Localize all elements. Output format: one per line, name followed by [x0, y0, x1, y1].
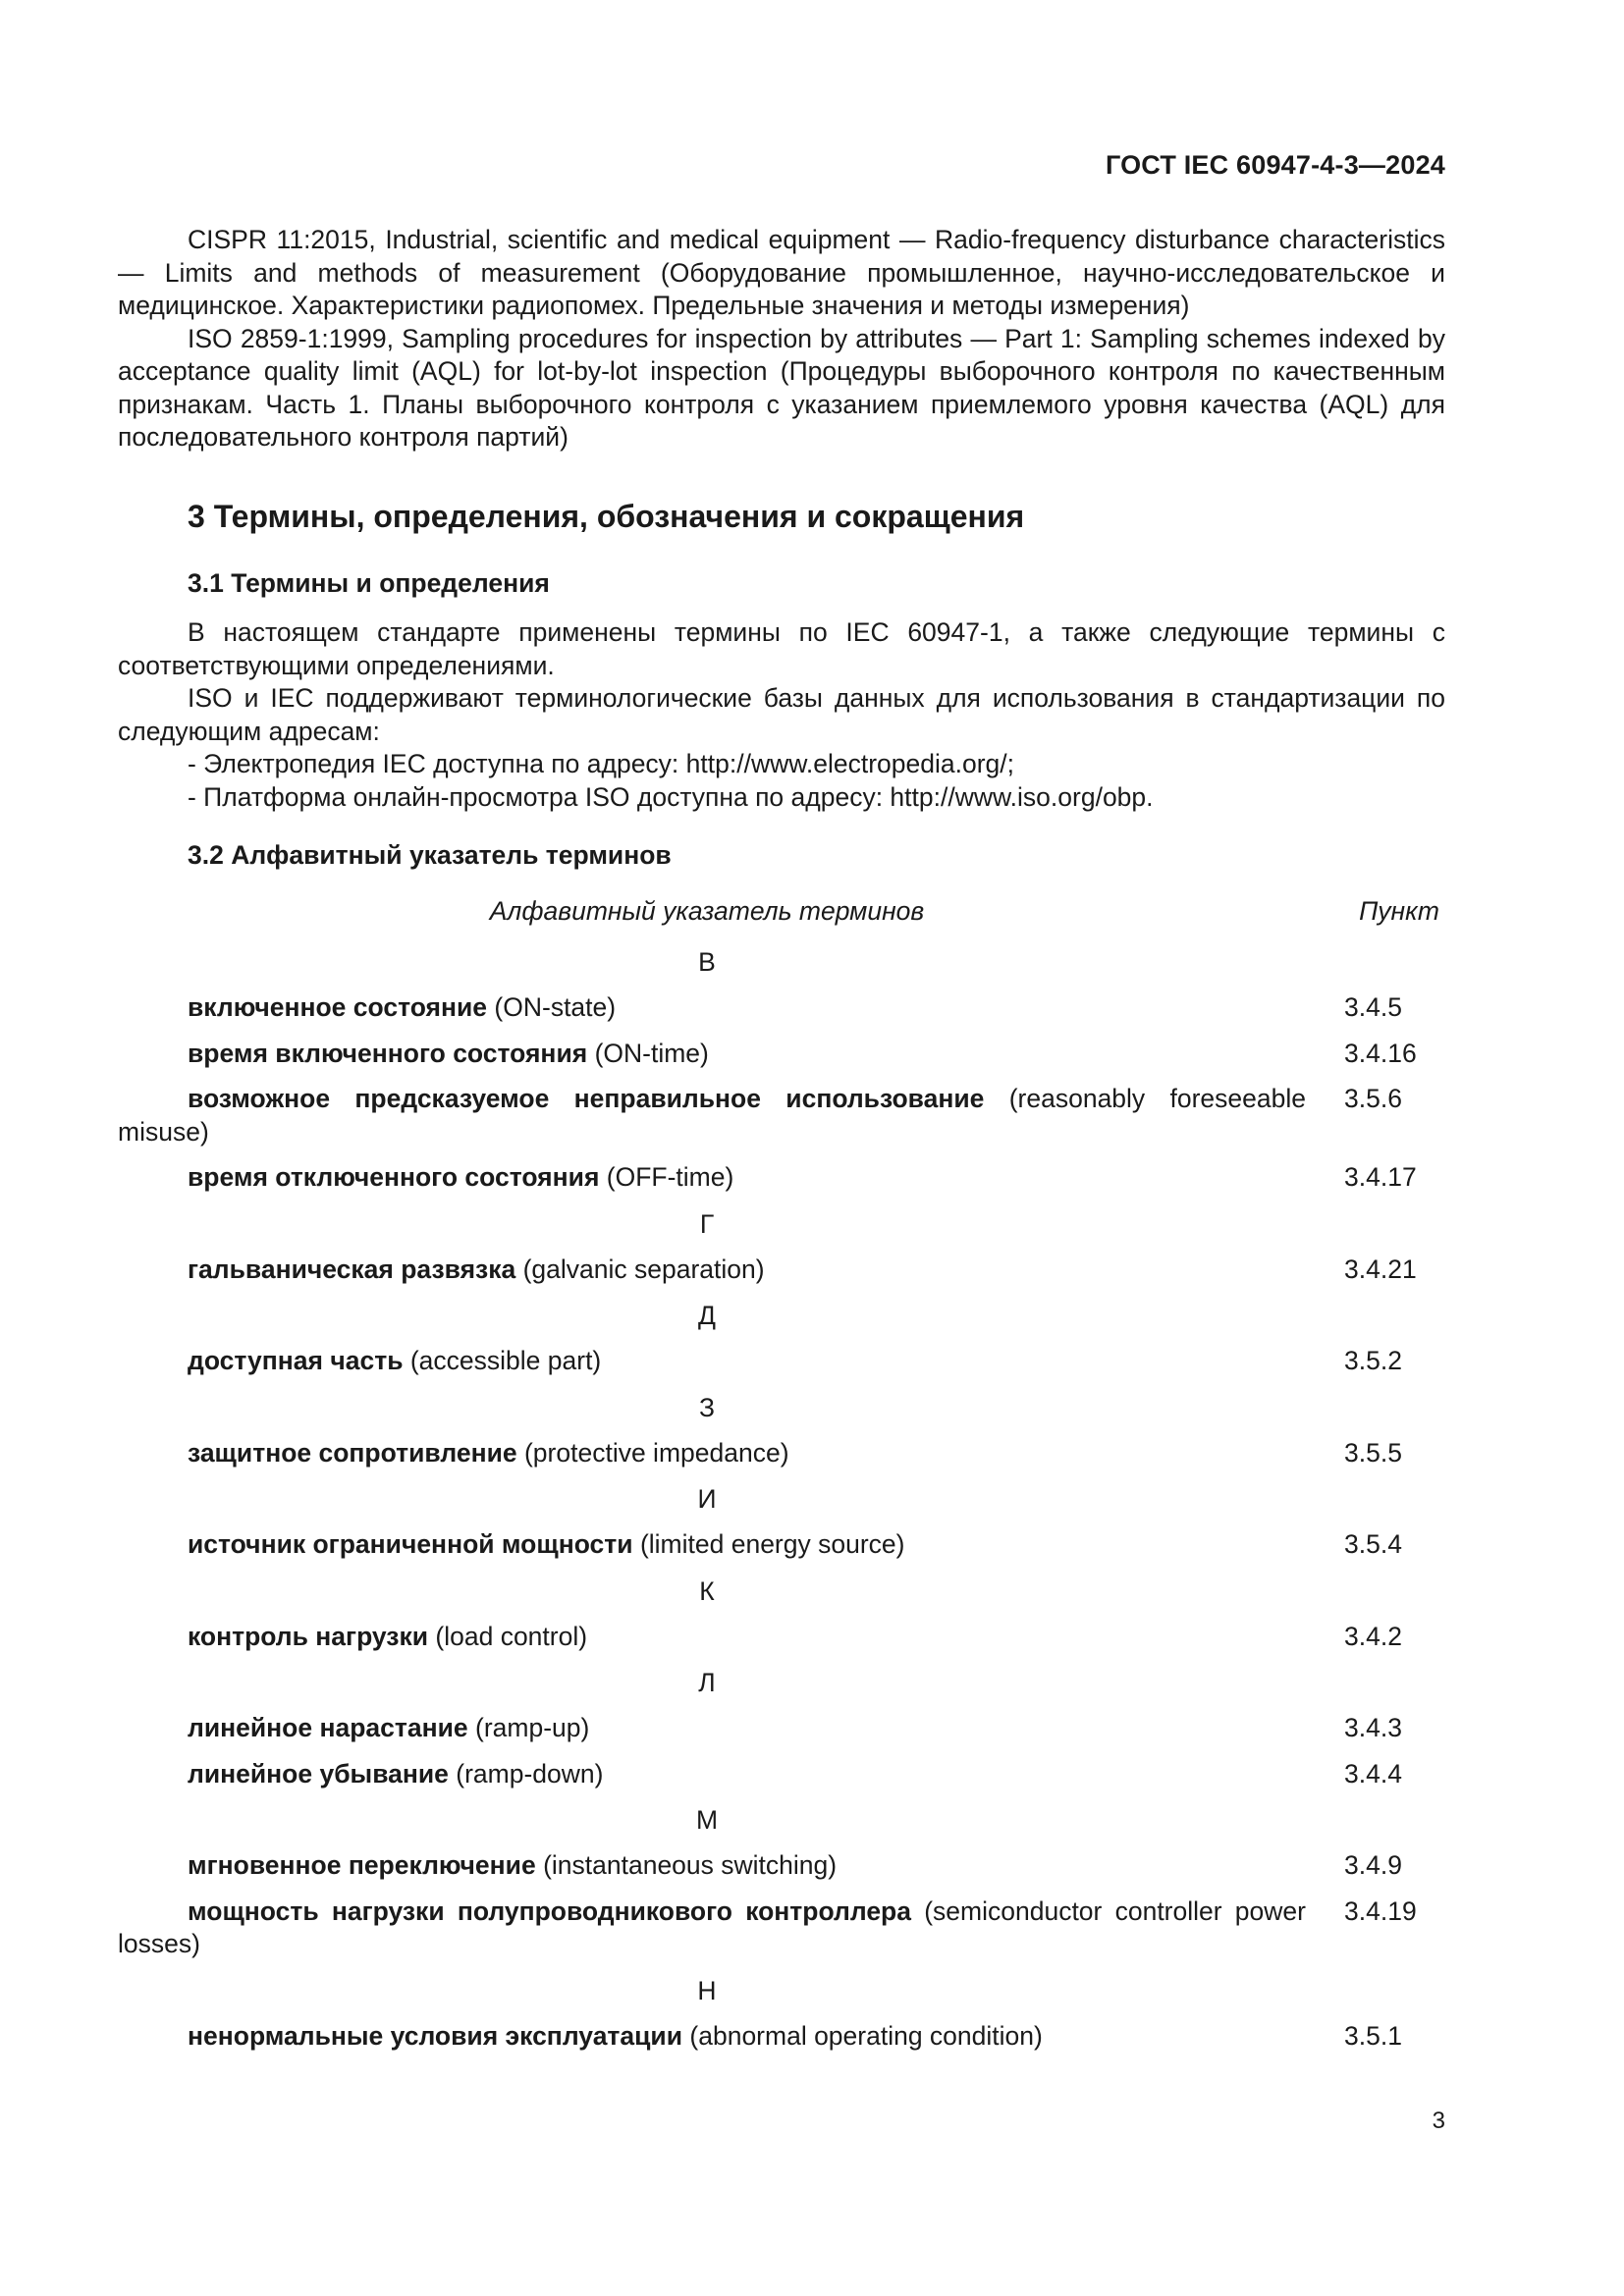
index-letter: З — [698, 1392, 715, 1422]
term-english: (ramp-up) — [475, 1713, 590, 1742]
electropedia-link: - Электропедия IEC доступна по адресу: http://www.electropedia.org/; — [188, 749, 1015, 778]
index-entry-term — [118, 1254, 1306, 1287]
term-russian: время включенного состояния — [188, 1038, 588, 1068]
index-letter: Н — [697, 1975, 717, 2005]
term-russian: линейное убывание — [188, 1758, 449, 1789]
index-entry-clause: 3.5.6 — [1344, 1084, 1402, 1113]
standard-code: ГОСТ IEC 60947-4-3—2024 — [1105, 150, 1445, 180]
term-russian: гальваническая развязка — [188, 1254, 516, 1284]
index-entry-term — [118, 1345, 1306, 1378]
terms-intro — [118, 616, 1445, 814]
index-entry — [118, 991, 1445, 1025]
index-entry — [118, 2020, 1445, 2054]
index-entry-clause: 3.4.17 — [1344, 1162, 1417, 1192]
index-entry-term — [118, 1758, 1306, 1791]
index-entry — [118, 1712, 1445, 1745]
index-entry-term — [118, 1849, 1306, 1883]
term-english: (OFF-time) — [606, 1162, 734, 1192]
term-russian: мгновенное переключение — [188, 1850, 536, 1880]
index-column-number: Пункт — [1359, 896, 1439, 926]
term-english: (galvanic separation) — [522, 1254, 765, 1284]
index-entry-clause: 3.5.2 — [1344, 1346, 1402, 1375]
index-entry — [118, 1038, 1445, 1071]
index-letter: Л — [698, 1668, 716, 1697]
iso-obp-link: - Платформа онлайн-просмотра ISO доступна по адресу: http://www.iso.org/obp. — [188, 781, 1154, 812]
index-entry-clause: 3.5.4 — [1344, 1529, 1402, 1559]
term-russian: ненормальные условия эксплуатации — [188, 2020, 683, 2051]
term-english: (ON-time) — [594, 1038, 709, 1068]
term-russian: возможное предсказуемое неправильное использование — [188, 1084, 985, 1113]
alphabetical-index — [118, 896, 1445, 2065]
index-entry-term — [118, 1038, 1306, 1071]
term-russian: контроль нагрузки — [188, 1621, 429, 1651]
term-english: (semiconductor controller power losses) — [118, 1896, 1306, 1958]
index-entry-term — [118, 1896, 1306, 1961]
term-english: (accessible part) — [409, 1346, 602, 1375]
term-russian: источник ограниченной мощности — [188, 1529, 633, 1559]
index-entry-clause: 3.4.4 — [1344, 1758, 1402, 1789]
index-entry — [118, 1896, 1445, 1961]
index-entry — [118, 1161, 1445, 1195]
index-entry — [118, 1437, 1445, 1470]
index-body — [118, 945, 1445, 2053]
term-english: (ramp-down) — [456, 1758, 604, 1789]
subsection-3-2-title: 3.2 Алфавитный указатель терминов — [188, 840, 672, 870]
index-entry-clause: 3.5.5 — [1344, 1437, 1402, 1468]
index-entry-clause: 3.4.3 — [1344, 1713, 1402, 1742]
normative-references — [118, 224, 1445, 454]
term-english: (limited energy source) — [639, 1529, 905, 1559]
index-entry-term — [118, 1528, 1306, 1562]
subsection-3-1-title: 3.1 Термины и определения — [188, 568, 550, 598]
term-russian: время отключенного состояния — [188, 1162, 600, 1192]
index-entry-clause: 3.4.19 — [1344, 1896, 1417, 1926]
intro-paragraph: В настоящем стандарте применены термины по IEC 60947-1, а также следующие термины с соответствующими определениями. — [118, 617, 1445, 680]
reference-iso: ISO 2859-1:1999, Sampling procedures for inspection by attributes — Part 1: Sampling schemes indexed by acceptance quality limit (AQL) for lot-by-lot inspection (Процедуры выборочного контроля по качественным признакам. Часть 1. Планы выборочного контроля с указанием приемлемого уровня качества (AQL) для последовательного контроля партий) — [118, 323, 1445, 452]
term-russian: линейное нарастание — [188, 1713, 468, 1742]
index-entry — [118, 1849, 1445, 1883]
index-letter: Г — [699, 1208, 715, 1239]
term-english: (ON-state) — [494, 992, 617, 1022]
term-russian: мощность нагрузки полупроводникового контроллера — [188, 1896, 911, 1926]
term-russian: защитное сопротивление — [188, 1437, 517, 1468]
intro-paragraph: ISO и IEC поддерживают терминологические базы данных для использования в стандартизации по следующим адресам: — [118, 683, 1445, 746]
term-english: (reasonably foreseeable misuse) — [118, 1084, 1306, 1147]
term-russian: доступная часть — [188, 1346, 404, 1375]
index-header — [118, 896, 1445, 945]
index-entry-term — [118, 1621, 1306, 1654]
index-entry — [118, 1758, 1445, 1791]
index-letter: К — [699, 1575, 715, 1606]
index-letter: И — [697, 1484, 717, 1514]
term-english: (abnormal operating condition) — [689, 2020, 1043, 2051]
index-entry-term — [118, 1083, 1306, 1148]
index-letter: В — [698, 947, 716, 977]
index-entry-clause: 3.4.9 — [1344, 1850, 1402, 1880]
index-entry-clause: 3.4.5 — [1344, 992, 1402, 1022]
index-entry-term — [118, 991, 1306, 1025]
term-english: (load control) — [435, 1621, 588, 1651]
index-entry — [118, 1528, 1445, 1562]
index-entry-term — [118, 1161, 1306, 1195]
index-entry-clause: 3.4.16 — [1344, 1038, 1417, 1068]
term-english: (protective impedance) — [523, 1437, 789, 1468]
section-title: 3 Термины, определения, обозначения и сокращения — [188, 499, 1025, 534]
term-russian: включенное состояние — [188, 992, 488, 1022]
index-entry-clause: 3.4.21 — [1344, 1254, 1417, 1284]
index-entry — [118, 1254, 1445, 1287]
index-entry-clause: 3.5.1 — [1344, 2020, 1402, 2051]
index-entry — [118, 1621, 1445, 1654]
index-letter: Д — [698, 1301, 716, 1330]
index-entry — [118, 1083, 1445, 1148]
index-column-title: Алфавитный указатель терминов — [489, 896, 925, 926]
reference-cispr: CISPR 11:2015, Industrial, scientific and medical equipment — Radio-frequency disturbance characteristics — Limits and methods of measurement (Оборудование промышленное, научно-исследовательское и медицинское. Характеристики радиопомех. Предельные значения и методы измерения) — [118, 225, 1445, 320]
term-english: (instantaneous switching) — [543, 1850, 838, 1880]
index-entry-term — [118, 1437, 1306, 1470]
index-entry-term — [118, 2020, 1306, 2054]
index-entry-clause: 3.4.2 — [1344, 1621, 1402, 1651]
index-letter: М — [695, 1805, 719, 1835]
index-entry-term — [118, 1712, 1306, 1745]
page-number: 3 — [1432, 2108, 1445, 2134]
document-page — [118, 0, 1445, 2296]
index-entry — [118, 1345, 1445, 1378]
